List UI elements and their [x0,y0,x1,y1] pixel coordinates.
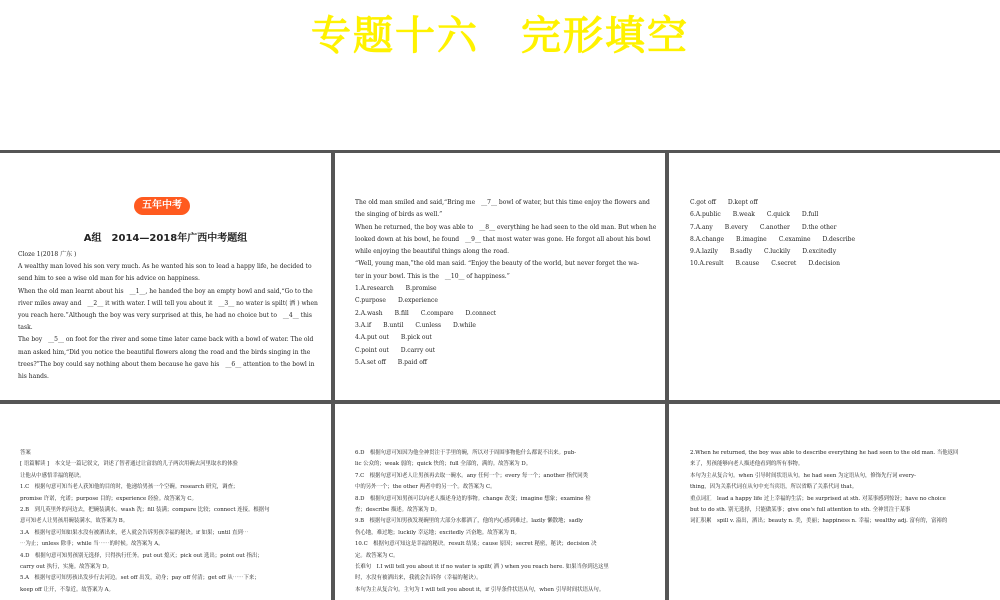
text-line: C.point out D.carry out [355,346,436,354]
text-line: 意可知老人让男孩用碗装满水，故答案为 B。 [20,518,129,525]
text-line: When he returned, the boy was able to __8__ everything he had seen to the old man. But when he [355,223,657,231]
page-title: 专题十六 完形填空 [311,13,689,59]
text-line: 1.C 根据句意可知当老人获知他的目的时，他递给男孩一个空碗。research 研究，调查； [20,484,239,491]
text-line: 10.C 根据句意可知这是幸福的秘诀。result 结果；cause 原因；secret 秘密，秘诀；decision 决 [355,541,597,548]
text-line: Cloze 1(2018 广东 ) [18,251,77,258]
text-line: send him to see a wise old man for his advice on happiness. [18,275,200,283]
text-line: the singing of birds as well.” [355,211,443,219]
text-line: 来了，男孩能够向老人描述他看到的所有事物。 [690,461,804,468]
text-line: 重点词汇 lead a happy life 过上幸福的生活；be surprised at sth. 对某事感到惊讶；have no choice [690,495,946,502]
text-line: you reach here.”Although the boy was very surprised at this, he had no choice but to __4__ this [18,312,312,320]
text-line: 时，水没有被洒出来，我就会告诉你（幸福的秘诀）。 [355,575,482,582]
text-line: 2.When he returned, the boy was able to describe everything he had seen to the old man. 当他返回 [690,450,959,456]
answer-text [20,448,320,596]
text-line: When the old man learnt about his __1__, he handed the boy an empty bowl and said,“Go to the [18,287,313,295]
text-line: 1.A.research B.promise [355,285,437,293]
text-line: 7.A.any B.every C.another D.the other [690,223,837,231]
text-line: 2.A.wash B.fill C.compare D.connect [355,309,497,317]
text-line: while enjoying the beautiful things along the road. [355,248,510,256]
text-line: 词汇积累 spill v. 溢出，洒出；beauty n. 美，美丽；happiness n. 幸福；wealthy adj. 富有的，富裕的 [690,518,948,525]
slide-thumbnail-6[interactable] [669,404,1000,600]
text-line: thing，因为关系代词在从句中充当宾语，所以省略了关系代词 that。 [690,484,858,491]
text-line: 9.B 根据句意可知男孩发现碗里的大部分水都洒了，他的内心感到难过。lazily 懒散地；sadly [355,518,583,525]
group-title: A组 2014—2018年广西中考题组 [83,233,248,244]
text-line: 6.A.public B.weak C.quick D.full [690,211,819,219]
text-line: C.purpose D.experience [355,297,438,305]
text-line: looked down at his bowl, he found __9__ that most water was gone. He forgot all about his bowl [355,235,651,243]
text-line: his hands. [18,373,49,381]
options-text [690,197,990,271]
passage-text [18,249,318,383]
text-line: 答案 [20,450,31,456]
text-line: 5.A.set off B.paid off [355,358,428,366]
text-line: A wealthy man loved his son very much. As he wanted his son to lead a happy life, he decided to [18,263,312,271]
text-line: [ 语篇解读 ] 本文是一篇记叙文，讲述了智者通过让富翁的儿子两次用碗去河里取水的体验 [20,461,238,468]
text-line: task. [18,324,33,332]
text-line: 4.D 根据句意可知男孩别无选择，只得执行任务。put out 熄灭；pick out 选出；point out 指出； [20,552,263,559]
text-line: 8.D 根据句意可知男孩可以向老人描述身边的事物。change 改变；imagine 想象；examine 检 [355,495,591,502]
text-line: 本句为主从复合句。主句为 I will tell you about it，if 引导条件状语从句，when 引导时间状语从句。 [355,586,605,593]
text-line: 7.C 根据句意可知老人让男孩再去取一碗水。any 任何一个；every 每一个；another 指代同类 [355,472,589,479]
answer-text [355,448,655,596]
text-line: 9.A.lazily B.sadly C.luckily D.excitedly [690,248,837,256]
title-area [0,0,1000,150]
slide-thumbnail-2[interactable] [335,153,665,400]
text-line: 6.D 根据句意可知因为他全神贯注于手里的碗，所以对于周围事物他什么都说不出来。pub- [355,450,577,456]
passage-text [355,197,655,369]
text-line: promise 许诺，允诺；purpose 目的；experience 经验。故答案为 C。 [20,495,197,502]
text-line: 长难句 I.I will tell you about it if no water is spilt( 洒 ) when you reach here. 如果当你到达这里 [355,564,609,571]
text-line: 中的另外一个；the other 两者中的另一个。故答案为 C。 [355,484,496,491]
slide-grid [0,150,1000,600]
text-line: 8.A.change B.imagine C.examine D.describe [690,235,856,243]
text-line: 3.A.if B.until C.unless D.while [355,321,476,329]
slide-thumbnail-4[interactable] [0,404,331,600]
text-line: The old man smiled and said,“Bring me __7__ bowl of water, but this time enjoy the flowers and [355,199,650,206]
slide-thumbnail-3[interactable] [669,153,1000,400]
text-line: keep off 让开，不靠近。故答案为 A。 [20,586,114,593]
text-line: river miles away and __2__ it with water. I will tell you about it __3__ no water is spilt( 洒 ) when [18,299,318,307]
text-line: ⋯为止；unless 除非；while 当⋯⋯的时候。故答案为 A。 [20,541,164,548]
text-line: lic 公众的；weak 弱的；quick 快的；full 全部的，满的。故答案为 D。 [355,461,532,468]
text-line: 4.A.put out B.pick out [355,334,432,342]
slide-thumbnail-5[interactable] [335,404,665,600]
text-line: 本句为主从复合句。when 引导时间状语从句。he had seen 为定语从句，修饰先行词 every- [690,472,916,479]
section-badge: 五年中考 [134,197,190,215]
text-line: 让他从中感悟幸福的秘诀。 [20,472,85,479]
text-line: ter in your bowl. This is the __10__ of happiness.” [355,272,510,280]
text-line: 定。故答案为 C。 [355,552,399,559]
text-line: 伤心地，难过地；luckily 幸运地；excitedly 兴奋地。故答案为 B。 [355,529,520,536]
text-line: man asked him,“Did you notice the beautiful flowers along the road and the birds singing in the [18,348,311,356]
text-line: “Well, young man,”the old man said. “Enjoy the beauty of the world, but never forget the wa- [355,260,640,268]
text-line: 5.A 根据句意可知男孩出发步行去河边。set off 出发，动身；pay off 付清；get off 从⋯⋯下来； [20,575,260,582]
text-line: carry out 执行，实施。故答案为 D。 [20,564,113,571]
text-line: 查；describe 描述。故答案为 D。 [355,507,441,514]
text-line: The boy __5__ on foot for the river and some time later came back with a bowl of water. The old [18,336,314,344]
answer-text [690,448,990,528]
slide-thumbnail-1[interactable] [0,153,331,400]
text-line: 10.A.result B.cause C.secret D.decision [690,260,840,268]
text-line: C.got off D.kept off [690,199,758,206]
text-line: 2.B 到几英里外的河边去，把碗装满水。wash 洗；fill 装满；compare 比较；connect 连接。根据句 [20,507,270,514]
text-line: but to do sth. 别无选择，只能做某事；give one's full attention to sth. 全神贯注于某事 [690,507,911,514]
text-line: 3.A 根据句意可知如果水没有被洒出来，老人就会告诉男孩幸福的秘诀。if 如果；until 直到⋯ [20,529,249,536]
text-line: trees?”The boy could say nothing about them because he gave his __6__ attention to the bowl in [18,360,315,368]
